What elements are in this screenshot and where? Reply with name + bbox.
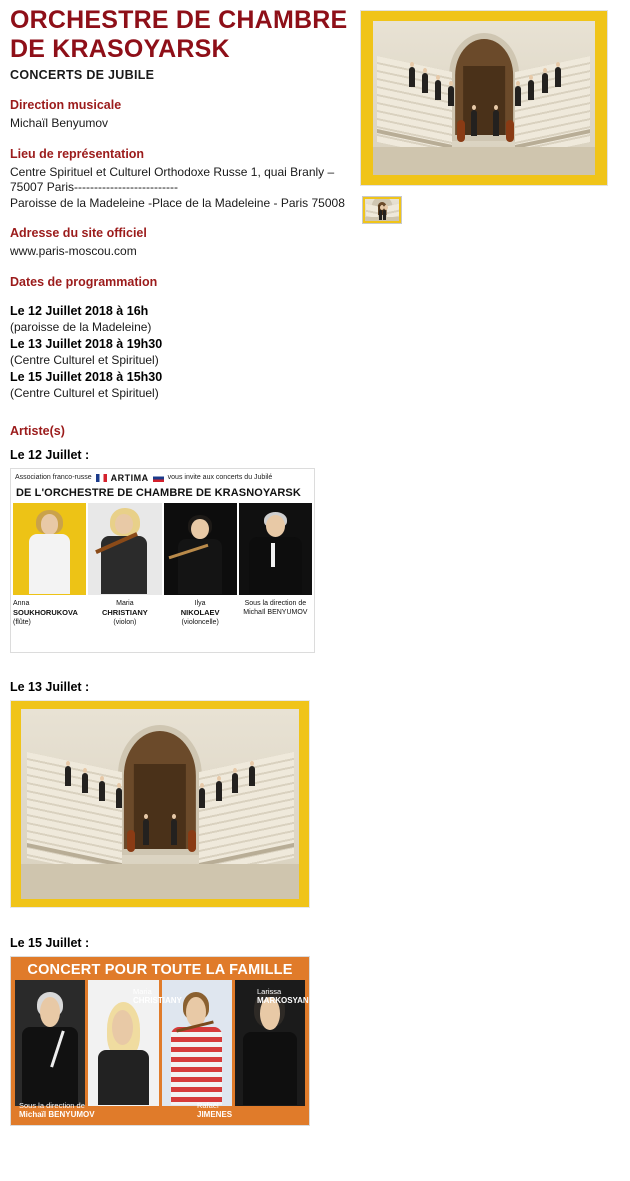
poster-12-photo-strip: [11, 503, 314, 595]
credit-performer-3: Ilya NIKOLAEV (violoncelle): [180, 599, 220, 626]
content-column: [10, 6, 350, 1126]
date-main-2: Le 13 Juillet 2018 à 19h30: [10, 336, 163, 351]
programming-dates: [10, 303, 350, 401]
artist-group-label-15: Le 15 Juillet :: [10, 935, 90, 950]
artist-group-label-12: Le 12 Juillet :: [10, 447, 90, 462]
poster-image-12-juillet[interactable]: [10, 468, 315, 653]
poster-image-13-juillet[interactable]: [10, 700, 310, 908]
artists-heading: Artiste(s): [10, 423, 65, 438]
photo-michail-benyumov: [239, 503, 312, 595]
credit-performer-1: Anna SOUKHORUKOVA (flûte): [13, 599, 78, 626]
date-sub-1: (paroisse de la Madeleine): [10, 319, 152, 334]
page-title: ORCHESTRE DE CHAMBRE DE KRASOYARSK: [10, 6, 348, 63]
website-heading: Adresse du site officiel: [10, 226, 147, 240]
section-programming: [10, 275, 350, 401]
france-flag-icon: [96, 474, 107, 482]
poster-12-brand: ARTIMA: [110, 472, 149, 483]
credit-performer-4: Sous la direction de Michaïl BENYUMOV: [243, 599, 308, 616]
photo-anna-soukhorukova: [13, 503, 86, 595]
direction-value: Michaïl Benyumov: [10, 116, 109, 130]
poster-12-title: DE L'ORCHESTRE DE CHAMBRE DE KRASNOYARSK: [16, 486, 301, 499]
hero-orchestra-photo[interactable]: [360, 10, 608, 186]
poster-image-15-juillet[interactable]: [10, 956, 310, 1126]
poster-12-assoc-text: Association franco-russe: [15, 474, 92, 481]
poster-12-banner: [11, 469, 314, 485]
poster-15-title: CONCERT POUR TOUTE LA FAMILLE: [27, 961, 293, 978]
section-direction: [10, 98, 350, 132]
orchestra-photo-hero: [373, 21, 595, 175]
thumbnail-orchestra-photo[interactable]: [362, 196, 402, 224]
credit-performer-2: Maria CHRISTIANY (violon): [101, 599, 148, 626]
direction-heading: Direction musicale: [10, 98, 122, 112]
venue-line-1: Centre Spirituel et Culturel Orthodoxe Russe 1, quai Branly – 75007 Paris--------------------------: [10, 164, 335, 194]
section-venue: [10, 147, 350, 212]
programming-heading: Dates de programmation: [10, 274, 158, 289]
date-main-1: Le 12 Juillet 2018 à 16h: [10, 303, 149, 318]
section-website: [10, 226, 350, 260]
artist-group-label-13: Le 13 Juillet :: [10, 679, 90, 694]
orchestra-photo-large: [21, 709, 299, 899]
poster-12-invite-text: vous invite aux concerts du Jubilé: [167, 474, 273, 481]
russia-flag-icon: [153, 474, 164, 482]
label-conductor: Sous la direction de Michaïl BENYUMOV: [19, 1100, 95, 1119]
label-maria: Maria CHRISTIANY: [133, 986, 182, 1005]
photo-conductor-benyumov: [15, 980, 85, 1106]
date-sub-3: (Centre Culturel et Spirituel): [10, 385, 159, 400]
date-main-3: Le 15 Juillet 2018 à 15h30: [10, 369, 163, 384]
date-sub-2: (Centre Culturel et Spirituel): [10, 352, 159, 367]
venue-line-2: Paroisse de la Madeleine -Place de la Madeleine - Paris 75008: [10, 195, 345, 210]
label-rafael: Rafaël JIMENES: [197, 1100, 233, 1119]
venue-heading: Lieu de représentation: [10, 146, 145, 161]
orchestra-photo-thumb: [365, 199, 399, 221]
photo-maria-christiany: [88, 503, 161, 595]
poster-12-credits: [11, 595, 314, 627]
page-subtitle: CONCERTS DE JUBILE: [10, 68, 155, 82]
website-url[interactable]: www.paris-moscou.com: [10, 244, 137, 258]
photo-ilya-nikolaev: [164, 503, 237, 595]
label-larissa: Larissa MARKOSYAN: [257, 986, 309, 1005]
